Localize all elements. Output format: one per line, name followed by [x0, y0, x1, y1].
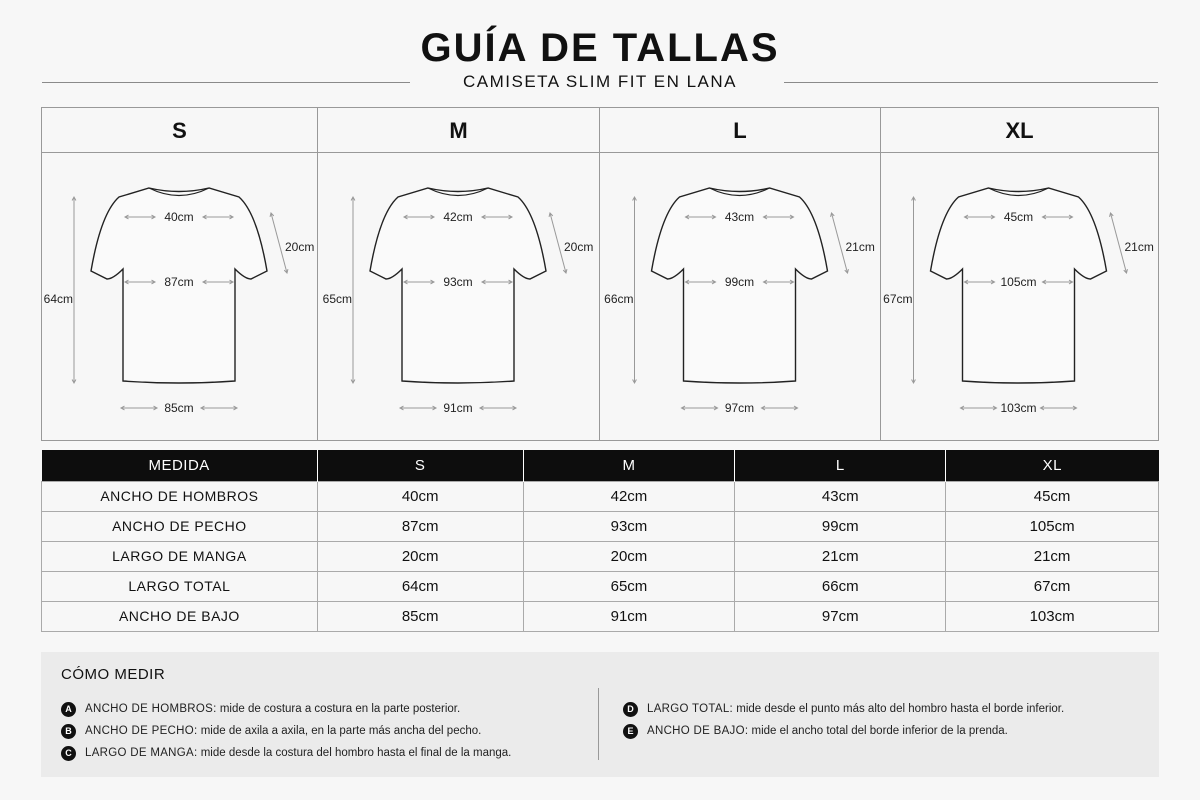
measure-label: ANCHO DE BAJO	[42, 601, 318, 631]
table-row	[42, 511, 1159, 541]
list-item	[61, 742, 511, 764]
page-title: GUÍA DE TALLAS	[420, 26, 780, 70]
table-cell: 21cm	[735, 541, 946, 571]
how-to-measure-title: CÓMO MEDIR	[61, 666, 166, 683]
measure-label: ANCHO DE HOMBROS	[42, 481, 318, 511]
size-column	[42, 108, 318, 440]
list-item	[61, 720, 511, 742]
badge-d: D	[623, 702, 638, 717]
size-column-header: L	[600, 108, 880, 153]
table-row	[42, 571, 1159, 601]
table-cell: 64cm	[317, 571, 523, 601]
table-cell: 43cm	[735, 481, 946, 511]
table-cell: 20cm	[317, 541, 523, 571]
item-text: mide desde la costura del hombro hasta el final de la manga.	[197, 747, 512, 759]
table-cell: 99cm	[735, 511, 946, 541]
table-header-measure: MEDIDA	[42, 450, 318, 481]
sleeve-measure-label: 21cm	[845, 240, 875, 254]
sleeve-measure-label: 21cm	[1124, 240, 1154, 254]
item-key: ANCHO DE PECHO:	[85, 725, 198, 737]
size-diagram-grid	[41, 107, 1159, 441]
size-table	[41, 450, 1159, 632]
hem-measure-label: 85cm	[164, 401, 194, 415]
item-text: mide el ancho total del borde inferior de la prenda.	[748, 725, 1008, 737]
item-text: mide desde el punto más alto del hombro hasta el borde inferior.	[733, 703, 1065, 715]
item-text: mide de axila a axila, en la parte más ancha del pecho.	[197, 725, 482, 737]
table-row	[42, 481, 1159, 511]
page-subtitle: CAMISETA SLIM FIT EN LANA	[463, 72, 737, 91]
table-cell: 45cm	[946, 481, 1159, 511]
size-column	[881, 108, 1158, 440]
size-column-header: S	[42, 108, 317, 153]
hem-measure-label: 91cm	[443, 401, 473, 415]
sleeve-measure-label: 20cm	[564, 240, 594, 254]
size-column	[318, 108, 600, 440]
shoulder-measure-label: 43cm	[724, 210, 755, 224]
tshirt-diagram	[42, 153, 318, 440]
badge-a: A	[61, 702, 76, 717]
measure-label: ANCHO DE PECHO	[42, 511, 318, 541]
shoulder-measure-label: 42cm	[443, 210, 473, 224]
item-key: ANCHO DE HOMBROS:	[85, 703, 217, 715]
list-item	[623, 698, 1064, 720]
length-measure-label: 65cm	[322, 292, 352, 306]
table-cell: 21cm	[946, 541, 1159, 571]
measure-label: LARGO DE MANGA	[42, 541, 318, 571]
table-cell: 97cm	[735, 601, 946, 631]
table-cell: 87cm	[317, 511, 523, 541]
subtitle-block	[42, 72, 1158, 96]
badge-b: B	[61, 724, 76, 739]
item-key: LARGO DE MANGA:	[85, 747, 198, 759]
table-row	[42, 541, 1159, 571]
how-to-measure-column-left	[61, 698, 511, 764]
table-header-size: M	[523, 450, 735, 481]
table-cell: 103cm	[946, 601, 1159, 631]
size-column-header: M	[318, 108, 599, 153]
table-header-size: S	[317, 450, 523, 481]
hem-measure-label: 103cm	[1000, 401, 1037, 415]
table-cell: 67cm	[946, 571, 1159, 601]
chest-measure-label: 99cm	[724, 275, 755, 289]
shoulder-measure-label: 40cm	[164, 210, 194, 224]
column-divider	[598, 688, 599, 760]
hem-measure-label: 97cm	[724, 401, 755, 415]
table-cell: 91cm	[523, 601, 735, 631]
size-column	[600, 108, 881, 440]
length-measure-label: 66cm	[604, 292, 634, 306]
how-to-measure-column-right	[623, 698, 1064, 742]
item-key: LARGO TOTAL:	[647, 703, 734, 715]
table-cell: 40cm	[317, 481, 523, 511]
shoulder-measure-label: 45cm	[1003, 210, 1034, 224]
how-to-measure-panel	[41, 652, 1159, 777]
chest-measure-label: 105cm	[1000, 275, 1037, 289]
list-item	[61, 698, 511, 720]
measure-label: LARGO TOTAL	[42, 571, 318, 601]
table-header-row	[42, 450, 1159, 481]
length-measure-label: 67cm	[883, 292, 913, 306]
tshirt-diagram	[600, 153, 881, 440]
table-cell: 66cm	[735, 571, 946, 601]
chest-measure-label: 87cm	[164, 275, 194, 289]
item-key: ANCHO DE BAJO:	[647, 725, 749, 737]
list-item	[623, 720, 1064, 742]
table-cell: 20cm	[523, 541, 735, 571]
table-cell: 105cm	[946, 511, 1159, 541]
badge-e: E	[623, 724, 638, 739]
tshirt-diagram	[881, 153, 1158, 440]
item-text: mide de costura a costura en la parte posterior.	[216, 703, 461, 715]
sleeve-measure-label: 20cm	[285, 240, 315, 254]
size-column-header: XL	[881, 108, 1158, 153]
length-measure-label: 64cm	[43, 292, 73, 306]
table-cell: 42cm	[523, 481, 735, 511]
divider-right	[784, 82, 1158, 83]
chest-measure-label: 93cm	[443, 275, 473, 289]
table-header-size: XL	[946, 450, 1159, 481]
badge-c: C	[61, 746, 76, 761]
table-cell: 85cm	[317, 601, 523, 631]
tshirt-diagram	[318, 153, 600, 440]
table-cell: 93cm	[523, 511, 735, 541]
table-header-size: L	[735, 450, 946, 481]
table-cell: 65cm	[523, 571, 735, 601]
table-row	[42, 601, 1159, 631]
